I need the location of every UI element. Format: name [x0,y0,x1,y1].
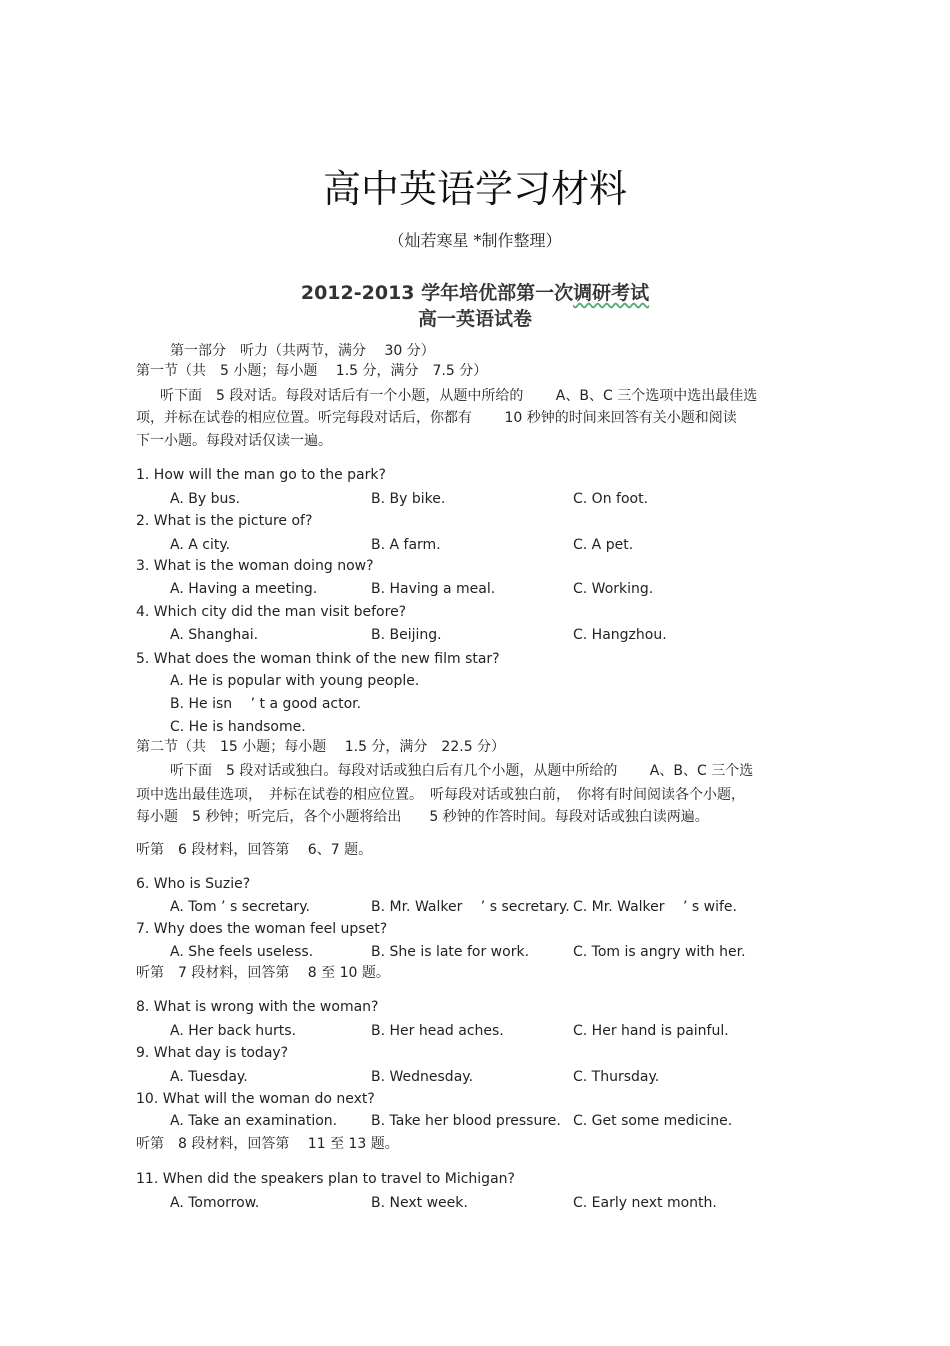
exam-title-line1-wavy: 调研考试 [573,282,650,304]
page-subtitle: （灿若寒星 *制作整理） [388,231,562,250]
exam-title-line2: 高一英语试卷 [417,308,532,330]
question-text: 10. What will the woman do next? [136,1091,375,1107]
option-b: B. Mr. Walker ’ s secretary. [371,899,570,915]
exam-title-line1 [0,280,950,306]
option-a: A. By bus. [170,491,241,507]
part1-heading: 第一部分 听力（共两节，满分 30 分） [170,343,435,359]
option-c: C. Hangzhou. [573,627,667,643]
option-b: B. Next week. [371,1195,468,1211]
option-c: C. Get some medicine. [573,1113,733,1129]
option-b: B. Her head aches. [371,1023,504,1039]
question-text: 5. What does the woman think of the new film star? [136,651,500,667]
section2-instruction-line: 每小题 5 秒钟；听完后，各个小题将给出 5 秒钟的作答时间。每段对话或独白读两遍。 [136,809,709,825]
option-a: A. Tomorrow. [170,1195,260,1211]
option-a: A. Having a meeting. [170,581,318,597]
section2-instruction-line: 项中选出最佳选项， 并标在试卷的相应位置。 听每段对话或独白前， 你将有时间阅读各个小题， [136,787,745,803]
listen-instruction: 听第 6 段材料，回答第 6、7 题。 [136,842,373,858]
option-a: A. Tuesday. [170,1069,248,1085]
option-a: A. She feels useless. [170,944,314,960]
section1-instruction-line: 听下面 5 段对话。每段对话后有一个小题，从题中所给的 A、B、C 三个选项中选出最佳选 [146,388,758,404]
option-b: B. She is late for work. [371,944,530,960]
option-a: A. Tom ’ s secretary. [170,899,310,915]
option-b: B. By bike. [371,491,446,507]
section1-instruction-line: 下一小题。每段对话仅读一遍。 [136,433,332,449]
question-text: 8. What is wrong with the woman? [136,999,379,1015]
option-a: A. Her back hurts. [170,1023,297,1039]
option-b: B. He isn ’ t a good actor. [170,696,362,712]
exam-title [0,280,950,332]
question-text: 6. Who is Suzie? [136,876,251,892]
question-text: 7. Why does the woman feel upset? [136,921,388,937]
option-b: B. A farm. [371,537,441,553]
option-c: C. He is handsome. [170,719,306,735]
exam-title-line1-text: 2012-2013 学年培优部第一次 [300,282,574,304]
option-a: A. He is popular with young people. [170,673,420,689]
question-text: 11. When did the speakers plan to travel to Michigan? [136,1171,515,1187]
option-c: C. Working. [573,581,654,597]
section1-instruction-line: 项，并标在试卷的相应位置。听完每段对话后，你都有 10 秒钟的时间来回答有关小题和阅读 [136,410,737,426]
option-c: C. Tom is angry with her. [573,944,746,960]
section2-instruction-line: 听下面 5 段对话或独白。每段对话或独白后有几个小题，从题中所给的 A、B、C 三个选 [156,763,754,779]
option-c: C. Early next month. [573,1195,717,1211]
page-title: 高中英语学习材料 [322,167,627,211]
option-b: B. Having a meal. [371,581,496,597]
option-c: C. A pet. [573,537,634,553]
question-text: 1. How will the man go to the park? [136,467,386,483]
question-text: 4. Which city did the man visit before? [136,604,407,620]
question-text: 9. What day is today? [136,1045,289,1061]
option-c: C. Thursday. [573,1069,660,1085]
listen-instruction: 听第 7 段材料，回答第 8 至 10 题。 [136,965,390,981]
section1-heading: 第一节（共 5 小题；每小题 1.5 分，满分 7.5 分） [136,363,488,379]
option-a: A. Shanghai. [170,627,259,643]
option-b: B. Take her blood pressure. [371,1113,561,1129]
question-text: 3. What is the woman doing now? [136,558,374,574]
option-b: B. Beijing. [371,627,442,643]
section2-heading: 第二节（共 15 小题；每小题 1.5 分，满分 22.5 分） [136,739,506,755]
listen-instruction: 听第 8 段材料，回答第 11 至 13 题。 [136,1136,399,1152]
option-c: C. Mr. Walker ’ s wife. [573,899,737,915]
option-a: A. A city. [170,537,231,553]
option-c: C. Her hand is painful. [573,1023,729,1039]
option-b: B. Wednesday. [371,1069,474,1085]
option-c: C. On foot. [573,491,649,507]
option-a: A. Take an examination. [170,1113,338,1129]
question-text: 2. What is the picture of? [136,513,313,529]
